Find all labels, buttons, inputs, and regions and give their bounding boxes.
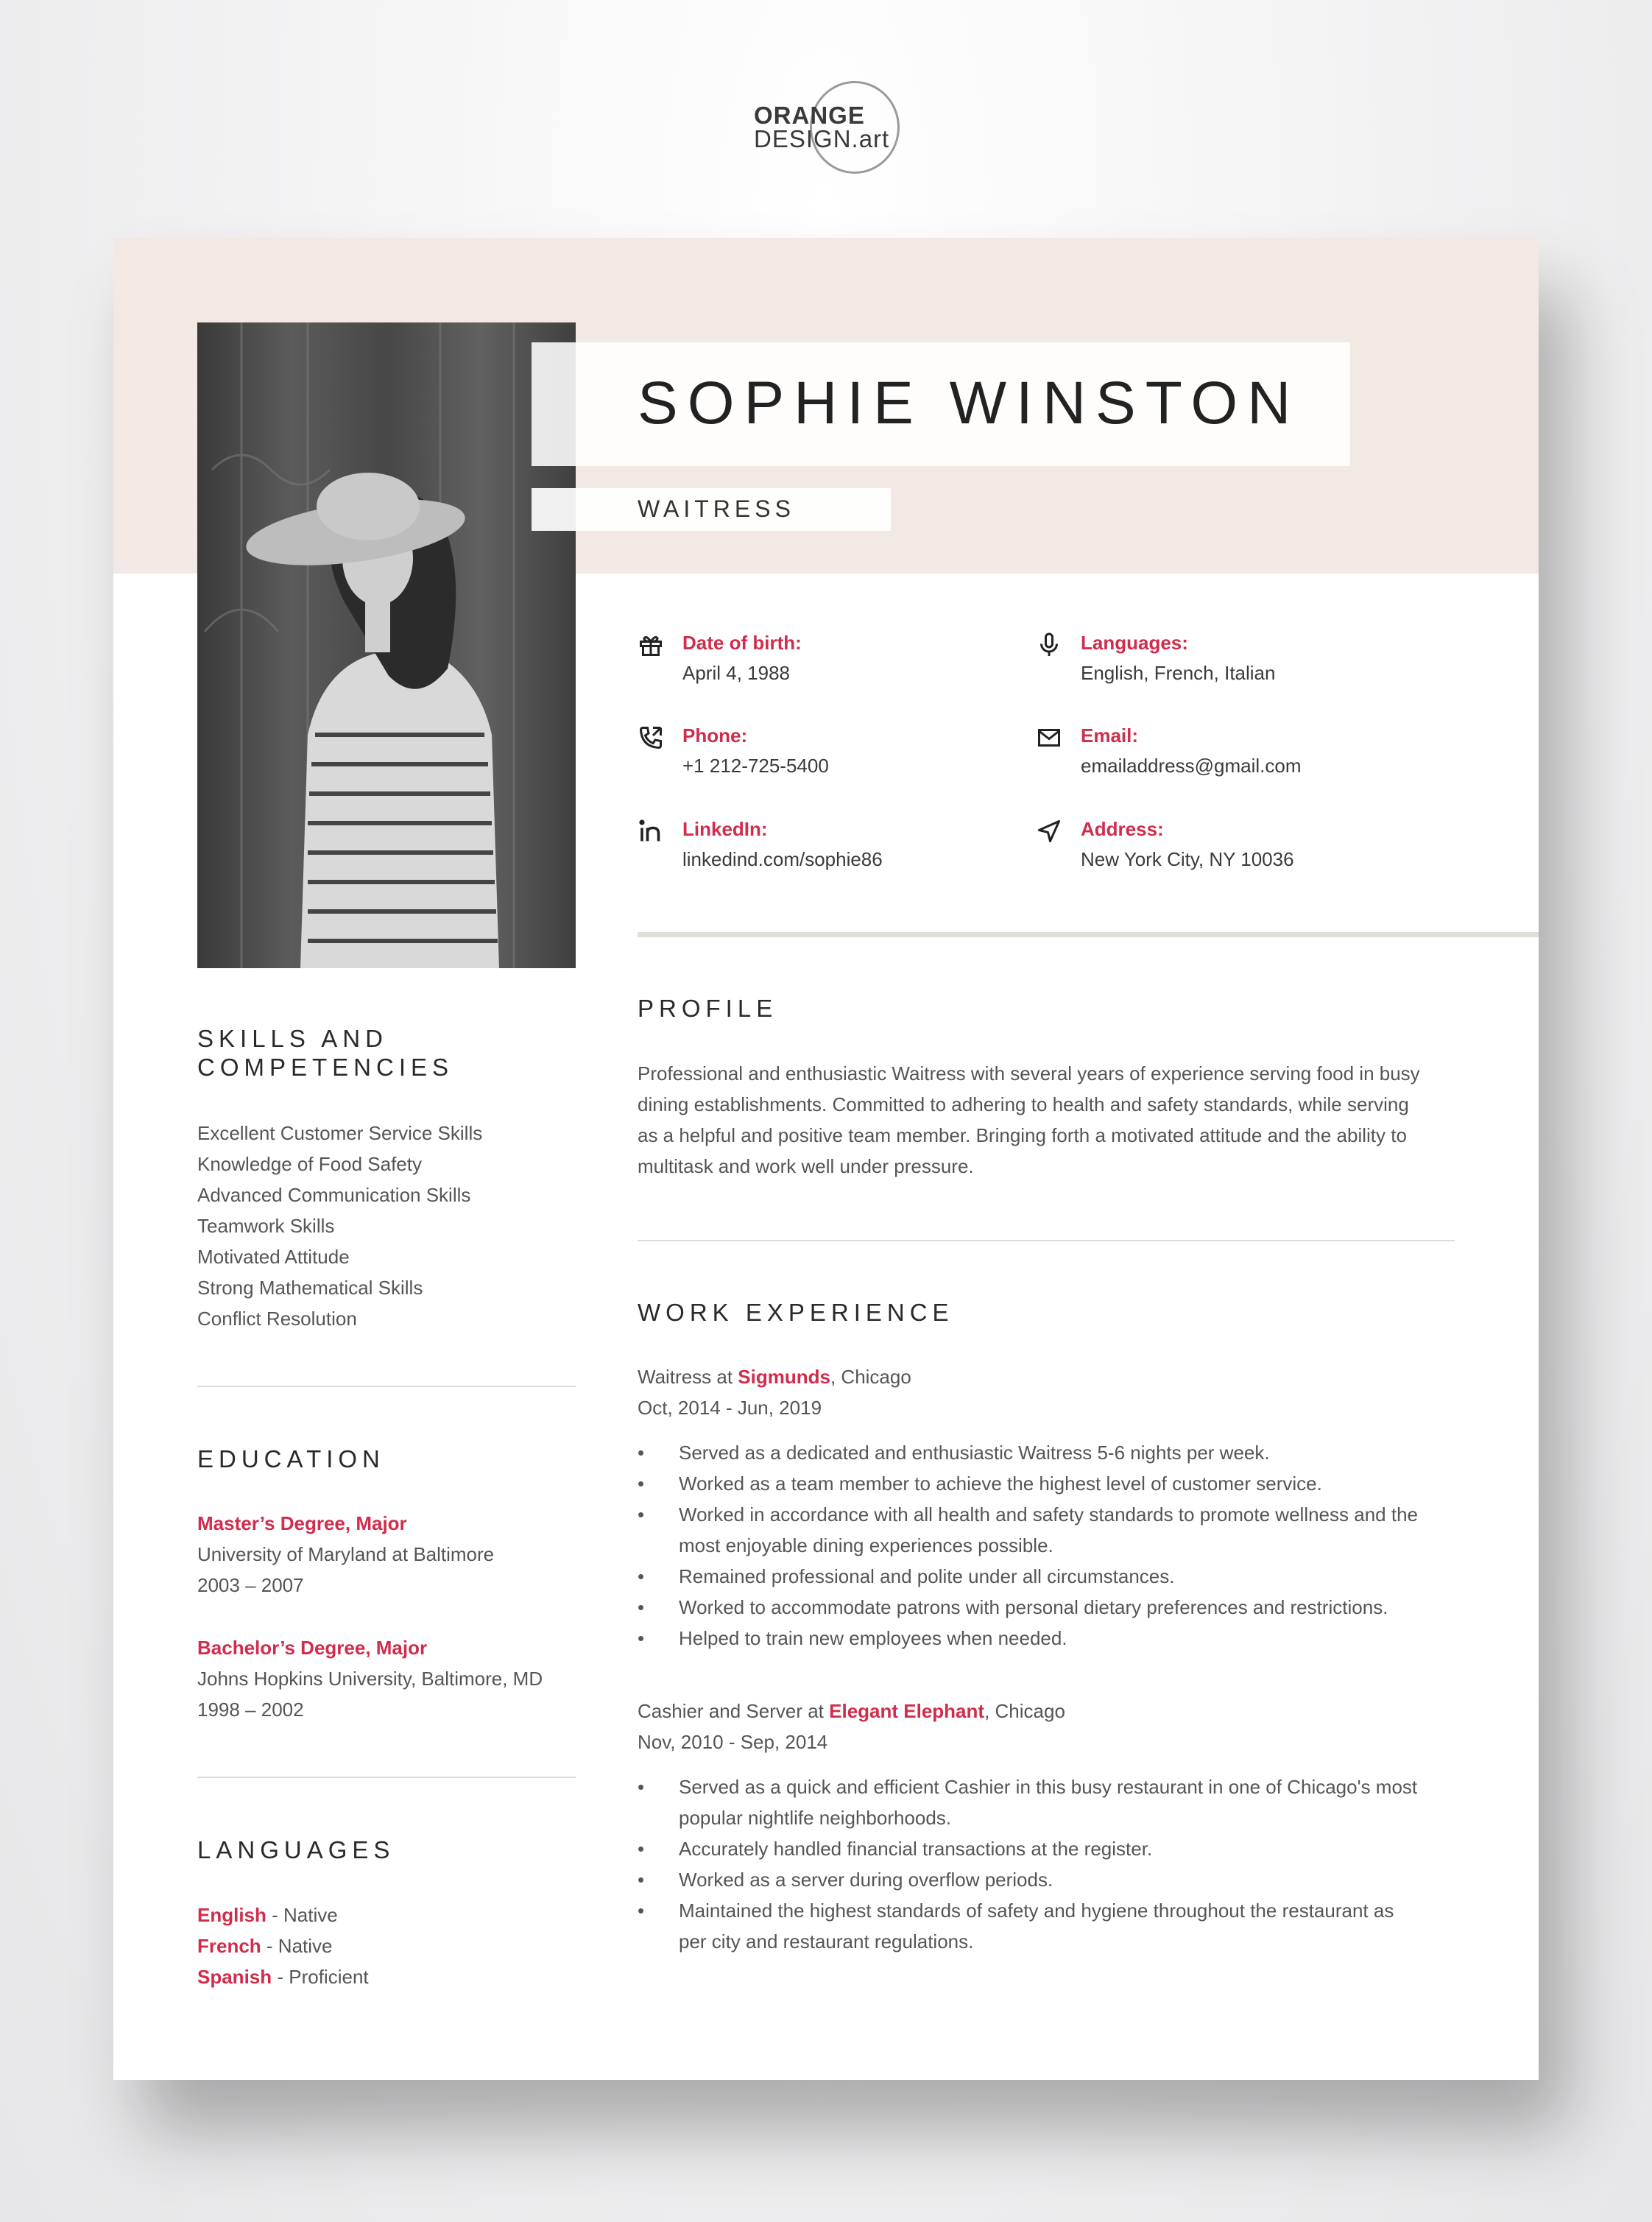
- job-bullet: • Served as a dedicated and enthusiastic Waitress 5-6 nights per week.: [638, 1437, 1418, 1468]
- brand-logo: [748, 78, 910, 181]
- profile-photo: [197, 322, 576, 968]
- contact-label: Phone:: [682, 724, 748, 747]
- job-bullet: • Worked in accordance with all health and safety standards to promote wellness and the most enjoyable dining experiences possible.: [638, 1499, 1418, 1561]
- envelope-icon: [1036, 724, 1062, 751]
- divider: [197, 1777, 576, 1778]
- skills-heading-line-2: COMPETENCIES: [197, 1054, 454, 1081]
- microphone-icon: [1036, 632, 1062, 658]
- job-bullets: [638, 1437, 1418, 1654]
- candidate-name: SOPHIE WINSTON: [638, 370, 1301, 437]
- profile-line: multitask and work well under pressure.: [638, 1155, 974, 1177]
- job-role-prefix: Cashier and Server at: [638, 1700, 830, 1722]
- language-item: [197, 1900, 369, 1930]
- job-bullet: • Maintained the highest standards of safety and hygiene throughout the restaurant as per city and restaurant regulations.: [638, 1895, 1418, 1957]
- education-item: [197, 1632, 543, 1725]
- degree-title: Bachelor’s Degree, Major: [197, 1637, 428, 1659]
- portrait-illustration: [197, 322, 576, 968]
- education-heading: EDUCATION: [197, 1445, 385, 1472]
- profile-line: as a helpful and positive team member. Bringing forth a motivated attitude and the ability to: [638, 1124, 1407, 1146]
- contact-label: LinkedIn:: [682, 818, 768, 840]
- skills-heading-line-1: SKILLS AND: [197, 1025, 388, 1052]
- skill-item: Conflict Resolution: [197, 1308, 357, 1330]
- job-bullet: • Accurately handled financial transactions at the register.: [638, 1833, 1418, 1864]
- contact-label: Address:: [1081, 818, 1164, 840]
- phone-icon: [638, 724, 664, 751]
- skill-item: Excellent Customer Service Skills: [197, 1122, 483, 1144]
- language-level: - Native: [266, 1904, 338, 1926]
- language-item: [197, 1961, 369, 1992]
- job-bullets: [638, 1771, 1418, 1957]
- divider: [638, 1240, 1455, 1241]
- logo-line-1: ORANGE: [754, 102, 865, 129]
- education-item: [197, 1508, 494, 1601]
- contact-value: April 4, 1988: [682, 662, 790, 684]
- contact-value: New York City, NY 10036: [1081, 848, 1294, 870]
- job-header: [638, 1696, 1065, 1757]
- study-years: 1998 – 2002: [197, 1699, 304, 1721]
- job-bullet: • Worked to accommodate patrons with personal dietary preferences and restrictions.: [638, 1592, 1418, 1623]
- skill-item: Advanced Communication Skills: [197, 1184, 471, 1206]
- study-years: 2003 – 2007: [197, 1574, 304, 1596]
- gift-icon: [638, 632, 664, 658]
- school-name: Johns Hopkins University, Baltimore, MD: [197, 1668, 543, 1690]
- logo-line-2: DESIGN.art: [754, 125, 890, 152]
- profile-heading: PROFILE: [638, 995, 778, 1022]
- contact-value: emailaddress@gmail.com: [1081, 755, 1302, 777]
- language-item: [197, 1930, 369, 1961]
- work-heading: WORK EXPERIENCE: [638, 1299, 954, 1326]
- language-name: French: [197, 1935, 261, 1957]
- section-divider-bar: [638, 932, 1539, 937]
- skill-item: Knowledge of Food Safety: [197, 1153, 422, 1175]
- language-name: English: [197, 1904, 266, 1926]
- job-role-prefix: Waitress at: [638, 1366, 738, 1388]
- location-arrow-icon: [1036, 818, 1062, 844]
- job-bullet: • Remained professional and polite under all circumstances.: [638, 1561, 1418, 1592]
- contact-value: +1 212-725-5400: [682, 755, 829, 777]
- languages-list: [197, 1900, 369, 1992]
- job-dates: Oct, 2014 - Jun, 2019: [638, 1397, 822, 1419]
- profile-line: dining establishments. Committed to adhering to health and safety standards, while serving: [638, 1093, 1409, 1115]
- company-name: Elegant Elephant: [829, 1700, 985, 1722]
- skill-item: Motivated Attitude: [197, 1246, 350, 1268]
- languages-heading: LANGUAGES: [197, 1836, 395, 1863]
- job-bullet: • Helped to train new employees when needed.: [638, 1623, 1418, 1654]
- job-role: [638, 1361, 911, 1392]
- job-title: WAITRESS: [638, 495, 795, 522]
- job-bullet: • Worked as a server during overflow periods.: [638, 1864, 1418, 1895]
- job-location: , Chicago: [830, 1366, 911, 1388]
- linkedin-icon: [638, 818, 664, 844]
- job-bullet: • Worked as a team member to achieve the highest level of customer service.: [638, 1468, 1418, 1499]
- divider: [197, 1386, 576, 1387]
- job-header: [638, 1361, 911, 1423]
- language-level: - Proficient: [272, 1966, 369, 1988]
- skill-item: Strong Mathematical Skills: [197, 1277, 423, 1299]
- job-dates: Nov, 2010 - Sep, 2014: [638, 1731, 828, 1753]
- contact-value: linkedind.com/sophie86: [682, 848, 883, 870]
- school-name: University of Maryland at Baltimore: [197, 1543, 495, 1565]
- company-name: Sigmunds: [738, 1366, 830, 1388]
- job-bullet: • Served as a quick and efficient Cashier in this busy restaurant in one of Chicago's most popular nightlife neighborhoods.: [638, 1771, 1418, 1833]
- job-role: [638, 1696, 1065, 1727]
- language-name: Spanish: [197, 1966, 272, 1988]
- degree-title: Master’s Degree, Major: [197, 1512, 407, 1534]
- contact-label: Languages:: [1081, 632, 1188, 654]
- profile-text: [638, 1058, 1455, 1182]
- language-level: - Native: [261, 1935, 333, 1957]
- contact-label: Email:: [1081, 724, 1139, 747]
- resume-page: [113, 238, 1539, 2080]
- skills-list: [197, 1118, 576, 1334]
- contact-value: English, French, Italian: [1081, 662, 1276, 684]
- contact-label: Date of birth:: [682, 632, 802, 654]
- job-location: , Chicago: [984, 1700, 1065, 1722]
- skill-item: Teamwork Skills: [197, 1215, 335, 1237]
- profile-line: Professional and enthusiastic Waitress with several years of experience serving food in busy: [638, 1062, 1420, 1084]
